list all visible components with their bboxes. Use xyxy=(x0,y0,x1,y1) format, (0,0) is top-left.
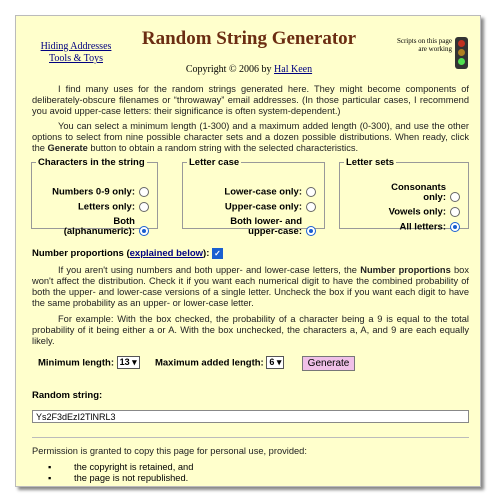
letter-sets-legend: Letter sets xyxy=(346,157,395,168)
vowels-option[interactable]: Vowels only: xyxy=(389,207,460,218)
controls-row xyxy=(38,356,355,371)
traffic-light-icon xyxy=(455,37,468,69)
letters-only-radio[interactable] xyxy=(139,202,149,212)
tools-toys-link[interactable]: Tools & Toys xyxy=(49,53,103,64)
random-string-label: Random string: xyxy=(32,390,103,401)
list-item: ▪ the page is not republished. xyxy=(48,473,189,483)
page-title: Random String Generator xyxy=(141,28,357,49)
alphanumeric-option[interactable]: Both (alphanumeric): xyxy=(59,217,149,237)
page-container xyxy=(15,15,481,487)
upper-case-option[interactable]: Upper-case only: xyxy=(225,202,316,213)
both-case-radio[interactable] xyxy=(306,226,316,236)
copyright-line xyxy=(16,64,481,75)
number-proportions-label: Number proportions (explained below): ✓ xyxy=(32,248,223,259)
intro-paragraph-2: You can select a minimum length (1-300) and a maximum added length (0-300), and use the other options to select from nine possible character sets and a dozen possible distributions. When ready, click the Generate button to obtain a random string with the selected characteristics. xyxy=(32,121,469,153)
permission-list xyxy=(48,462,193,484)
explained-below-link[interactable]: explained below xyxy=(129,248,204,260)
author-link[interactable]: Hal Keen xyxy=(274,64,313,75)
characters-group xyxy=(31,157,158,237)
footer-divider xyxy=(32,437,469,438)
generate-button[interactable]: Generate xyxy=(302,356,356,371)
characters-legend: Characters in the string xyxy=(38,157,145,168)
upper-case-radio[interactable] xyxy=(306,202,316,212)
letters-only-option[interactable]: Letters only: xyxy=(78,202,149,213)
max-length-select[interactable]: 6 ▾ xyxy=(266,356,284,369)
letter-case-group xyxy=(182,157,325,237)
numbers-only-radio[interactable] xyxy=(139,187,149,197)
lower-case-option[interactable]: Lower-case only: xyxy=(224,187,316,198)
copyright-text: Copyright © 2006 by xyxy=(185,64,275,75)
vowels-radio[interactable] xyxy=(450,207,460,217)
generate-term: Generate xyxy=(47,143,88,153)
all-letters-radio[interactable] xyxy=(450,222,460,232)
consonants-option[interactable]: Consonants only: xyxy=(370,183,460,203)
scripts-status: Scripts on this page are working xyxy=(396,37,452,53)
permission-text: Permission is granted to copy this page for personal use, provided: xyxy=(32,446,307,456)
consonants-radio[interactable] xyxy=(450,192,460,202)
both-case-option[interactable]: Both lower- and upper-case: xyxy=(206,217,316,237)
min-length-select[interactable]: 13 ▾ xyxy=(117,356,140,369)
letter-sets-group xyxy=(339,157,469,233)
number-proportions-checkbox[interactable]: ✓ xyxy=(212,248,223,259)
number-proportions-term: Number proportions xyxy=(360,265,451,275)
max-length-label: Maximum added length: xyxy=(154,357,264,369)
all-letters-option[interactable]: All letters: xyxy=(400,222,460,233)
proportions-paragraph-2: For example: With the box checked, the probability of a character being a 9 is equal to the total probability of it being either a or A. With the box unchecked, the characters a, A, and 9 are each equally likely. xyxy=(32,314,469,346)
alphanumeric-radio[interactable] xyxy=(139,226,149,236)
min-length-label: Minimum length: xyxy=(38,357,114,369)
list-item: ▪ the copyright is retained, and xyxy=(48,462,194,472)
numbers-only-option[interactable]: Numbers 0-9 only: xyxy=(52,187,149,198)
intro-paragraph-1: I find many uses for the random strings generated here. They might become components of deliberately-obscure filenames or “throwaway” email addresses. (In those particular cases, I recommend you avoid upper-case letters: their significance is often system-dependent.) xyxy=(32,84,469,116)
hiding-addresses-link[interactable]: Hiding Addresses xyxy=(40,41,112,52)
lower-case-radio[interactable] xyxy=(306,187,316,197)
random-string-output[interactable]: Ys2F3dEzI2TlNRL3 xyxy=(32,410,469,423)
proportions-paragraph-1: If you aren't using numbers and both upper- and lower-case letters, the Number proportions box won't affect the distribution. Check it if you want each numerical digit to have the combined probability of both the upper- and lower-case versions of a single letter. Uncheck the box if you want each digit to have the same probability as an upper- or lower-case letter. xyxy=(32,265,469,308)
letter-case-legend: Letter case xyxy=(189,157,240,168)
